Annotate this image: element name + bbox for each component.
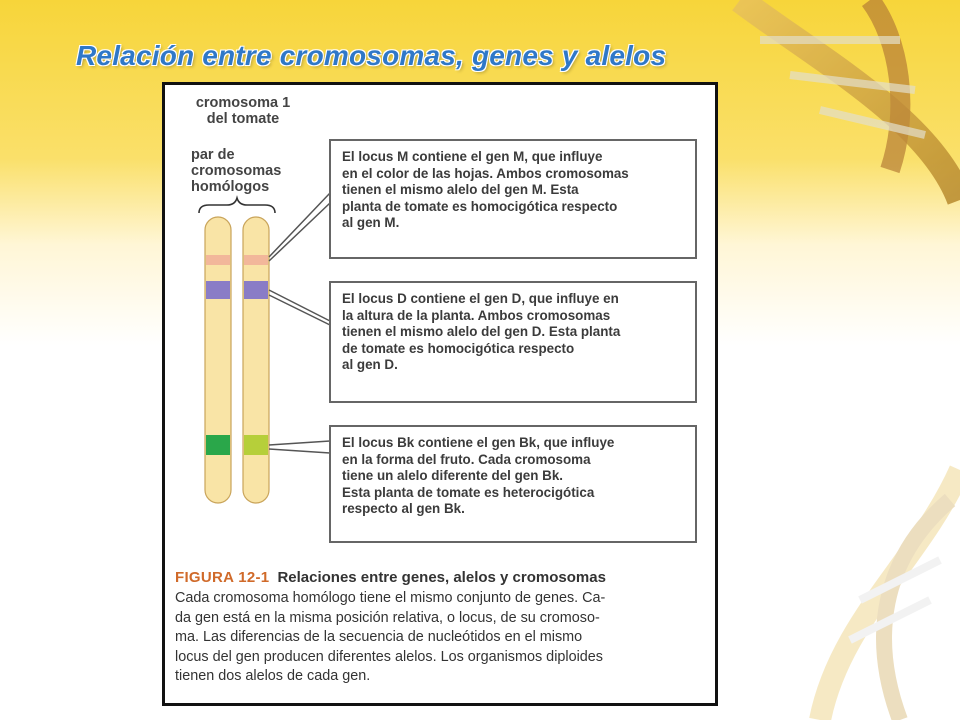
dna-helix-decoration [700, 0, 960, 720]
band-d-right [244, 281, 268, 299]
band-m-right [244, 255, 268, 265]
band-m-left [206, 255, 230, 265]
callout-locus-bk: El locus Bk contiene el gen Bk, que influye en la forma del fruto. Cada cromosoma tiene un alelo diferente del gen Bk. Esta planta de tomate es heterocigótica respecto al gen Bk. [329, 425, 697, 543]
band-bk-right [244, 435, 268, 455]
pair-label: par de cromosomas homólogos [191, 147, 282, 195]
pointer-d [269, 290, 330, 325]
slide-title: Relación entre cromosomas, genes y alelos [76, 40, 667, 71]
band-bk-left [206, 435, 230, 455]
pointer-bk [269, 441, 330, 453]
callout-locus-d: El locus D contiene el gen D, que influye en la altura de la planta. Ambos cromosomas tienen el mismo alelo del gen D. Esta planta de tomate es homocigótica respecto al gen D. [329, 281, 697, 403]
figure-caption-title [175, 569, 606, 586]
figure-caption-body: Cada cromosoma homólogo tiene el mismo conjunto de genes. Ca- da gen está en la misma posición relativa, o locus, de su cromoso- ma. Las diferencias de la secuencia de nucleótidos en el mismo locus del gen producen diferentes alelos. Los organismos diploides tienen dos alelos de cada gen. [175, 590, 606, 685]
pair-brace [199, 198, 275, 213]
pointer-m [269, 193, 330, 261]
callout-locus-m: El locus M contiene el gen M, que influye en el color de las hojas. Ambos cromosomas tienen el mismo alelo del gen M. Esta planta de tomate es homocigótica respecto al gen M. [329, 139, 697, 259]
chromosome-label: cromosoma 1 del tomate [195, 95, 291, 127]
figure-panel [162, 82, 718, 706]
band-d-left [206, 281, 230, 299]
figure-number: FIGURA 12-1 [175, 569, 270, 586]
figure-title: Relaciones entre genes, alelos y cromosomas [277, 569, 606, 586]
